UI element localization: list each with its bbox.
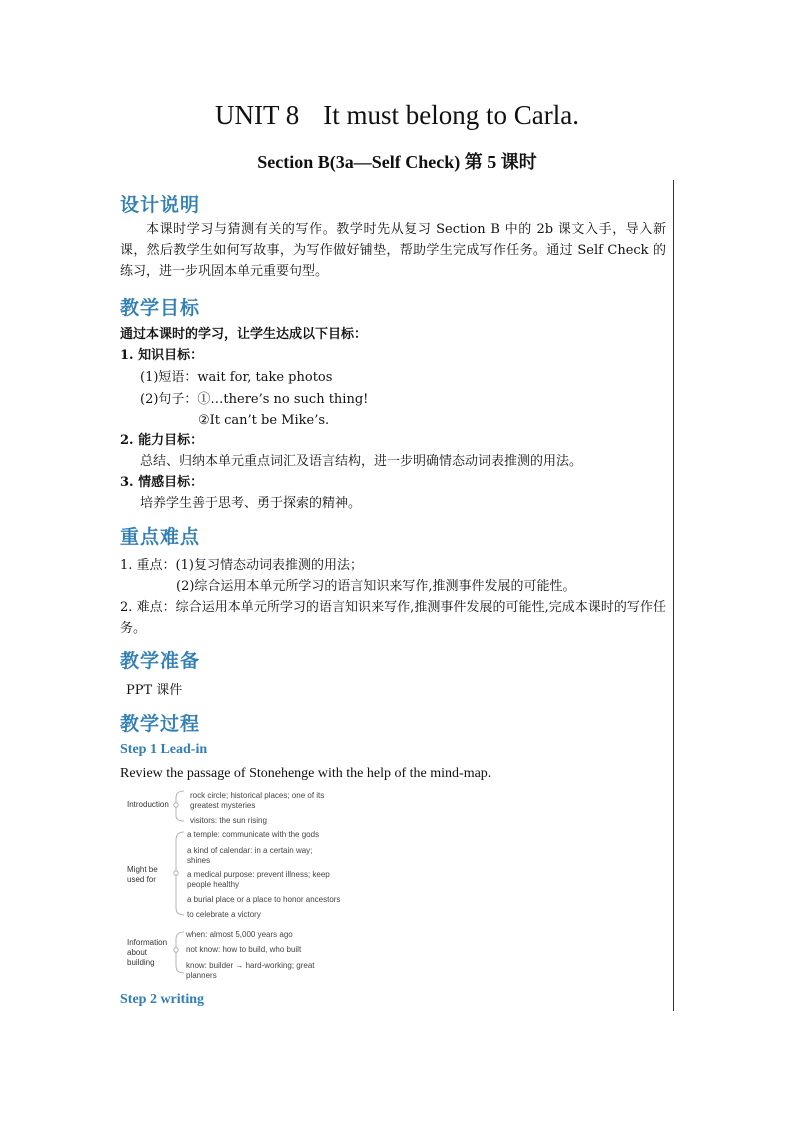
design-heading: 设计说明 [120, 194, 201, 216]
unit-name: It must belong to Carla. [323, 100, 579, 130]
unit-number: UNIT 8 [215, 100, 300, 130]
knowledge-sentence-2: ②It can’t be Mike’s. [198, 413, 330, 428]
knowledge-phrases: (1)短语：wait for, take photos [140, 370, 333, 385]
mind-map-item: when: almost 5,000 years ago [186, 930, 293, 939]
ability-text: 总结、归纳本单元重点词汇及语言结构，进一步明确情态动词表推测的用法。 [140, 454, 583, 469]
mind-map-item: visitors: the sun rising [190, 816, 267, 825]
step1-heading: Step 1 Lead-in [120, 742, 208, 757]
step2-heading: Step 2 writing [120, 992, 204, 1007]
prep-text: PPT 课件 [126, 683, 183, 698]
mind-map-item: know: builder → hard-working; great planners [186, 961, 315, 980]
step1-text: Review the passage of Stonehenge with the help of the mind-map. [120, 766, 492, 781]
mind-map-category-building: Information about building [127, 938, 168, 967]
mind-map-category-uses: Might be used for [127, 865, 158, 884]
key-heading: 重点难点 [120, 526, 201, 548]
goals-intro: 通过本课时的学习，让学生达成以下目标： [120, 327, 368, 342]
emotion-label: 3. 情感目标： [120, 475, 204, 490]
goals-heading: 教学目标 [120, 297, 201, 319]
mind-map-item: a temple: communicate with the gods [187, 830, 320, 839]
mind-map-item: a burial place or a place to honor ancestors [187, 895, 341, 904]
key-point-1b: (2)综合运用本单元所学习的语言知识来写作,推测事件发展的可能性。 [176, 579, 576, 594]
mind-map-item: rock circle; historical places; one of its greatest mysteries [190, 791, 325, 810]
key-point-1: 1. 重点：(1)复习情态动词表推测的用法； [120, 558, 363, 573]
key-point-2: 2. 难点：综合运用本单元所学习的语言知识来写作,推测事件发展的可能性,完成本课时的写作任务。 [120, 600, 666, 636]
mind-map-item: not know: how to build, who built [186, 945, 302, 954]
mind-map-item: to celebrate a victory [187, 910, 261, 919]
right-border-line [673, 180, 674, 1011]
prep-heading: 教学准备 [120, 650, 201, 672]
ability-label: 2. 能力目标： [120, 433, 204, 448]
process-heading: 教学过程 [120, 713, 201, 735]
unit-title [0, 100, 794, 131]
mind-map-item: a kind of calendar: in a certain way; shines [187, 846, 313, 865]
design-paragraph: 本课时学习与猜测有关的写作。教学时先从复习 Section B 中的 2b 课文入手，导入新课，然后教学生如何写故事，为写作做好铺垫，帮助学生完成写作任务。通过 Self Check 的练习，进一步巩固本单元重要句型。 [120, 222, 666, 279]
knowledge-sentence-1: (2)句子：①…there’s no such thing! [140, 392, 369, 407]
knowledge-label: 1. 知识目标： [120, 348, 204, 363]
mind-map-item: a medical purpose: prevent illness; keep people healthy [187, 870, 330, 889]
section-subtitle: Section B(3a—Self Check) 第 5 课时 [257, 152, 537, 172]
mind-map-category-introduction: Introduction [127, 800, 169, 809]
emotion-text: 培养学生善于思考、勇于探索的精神。 [140, 496, 362, 511]
